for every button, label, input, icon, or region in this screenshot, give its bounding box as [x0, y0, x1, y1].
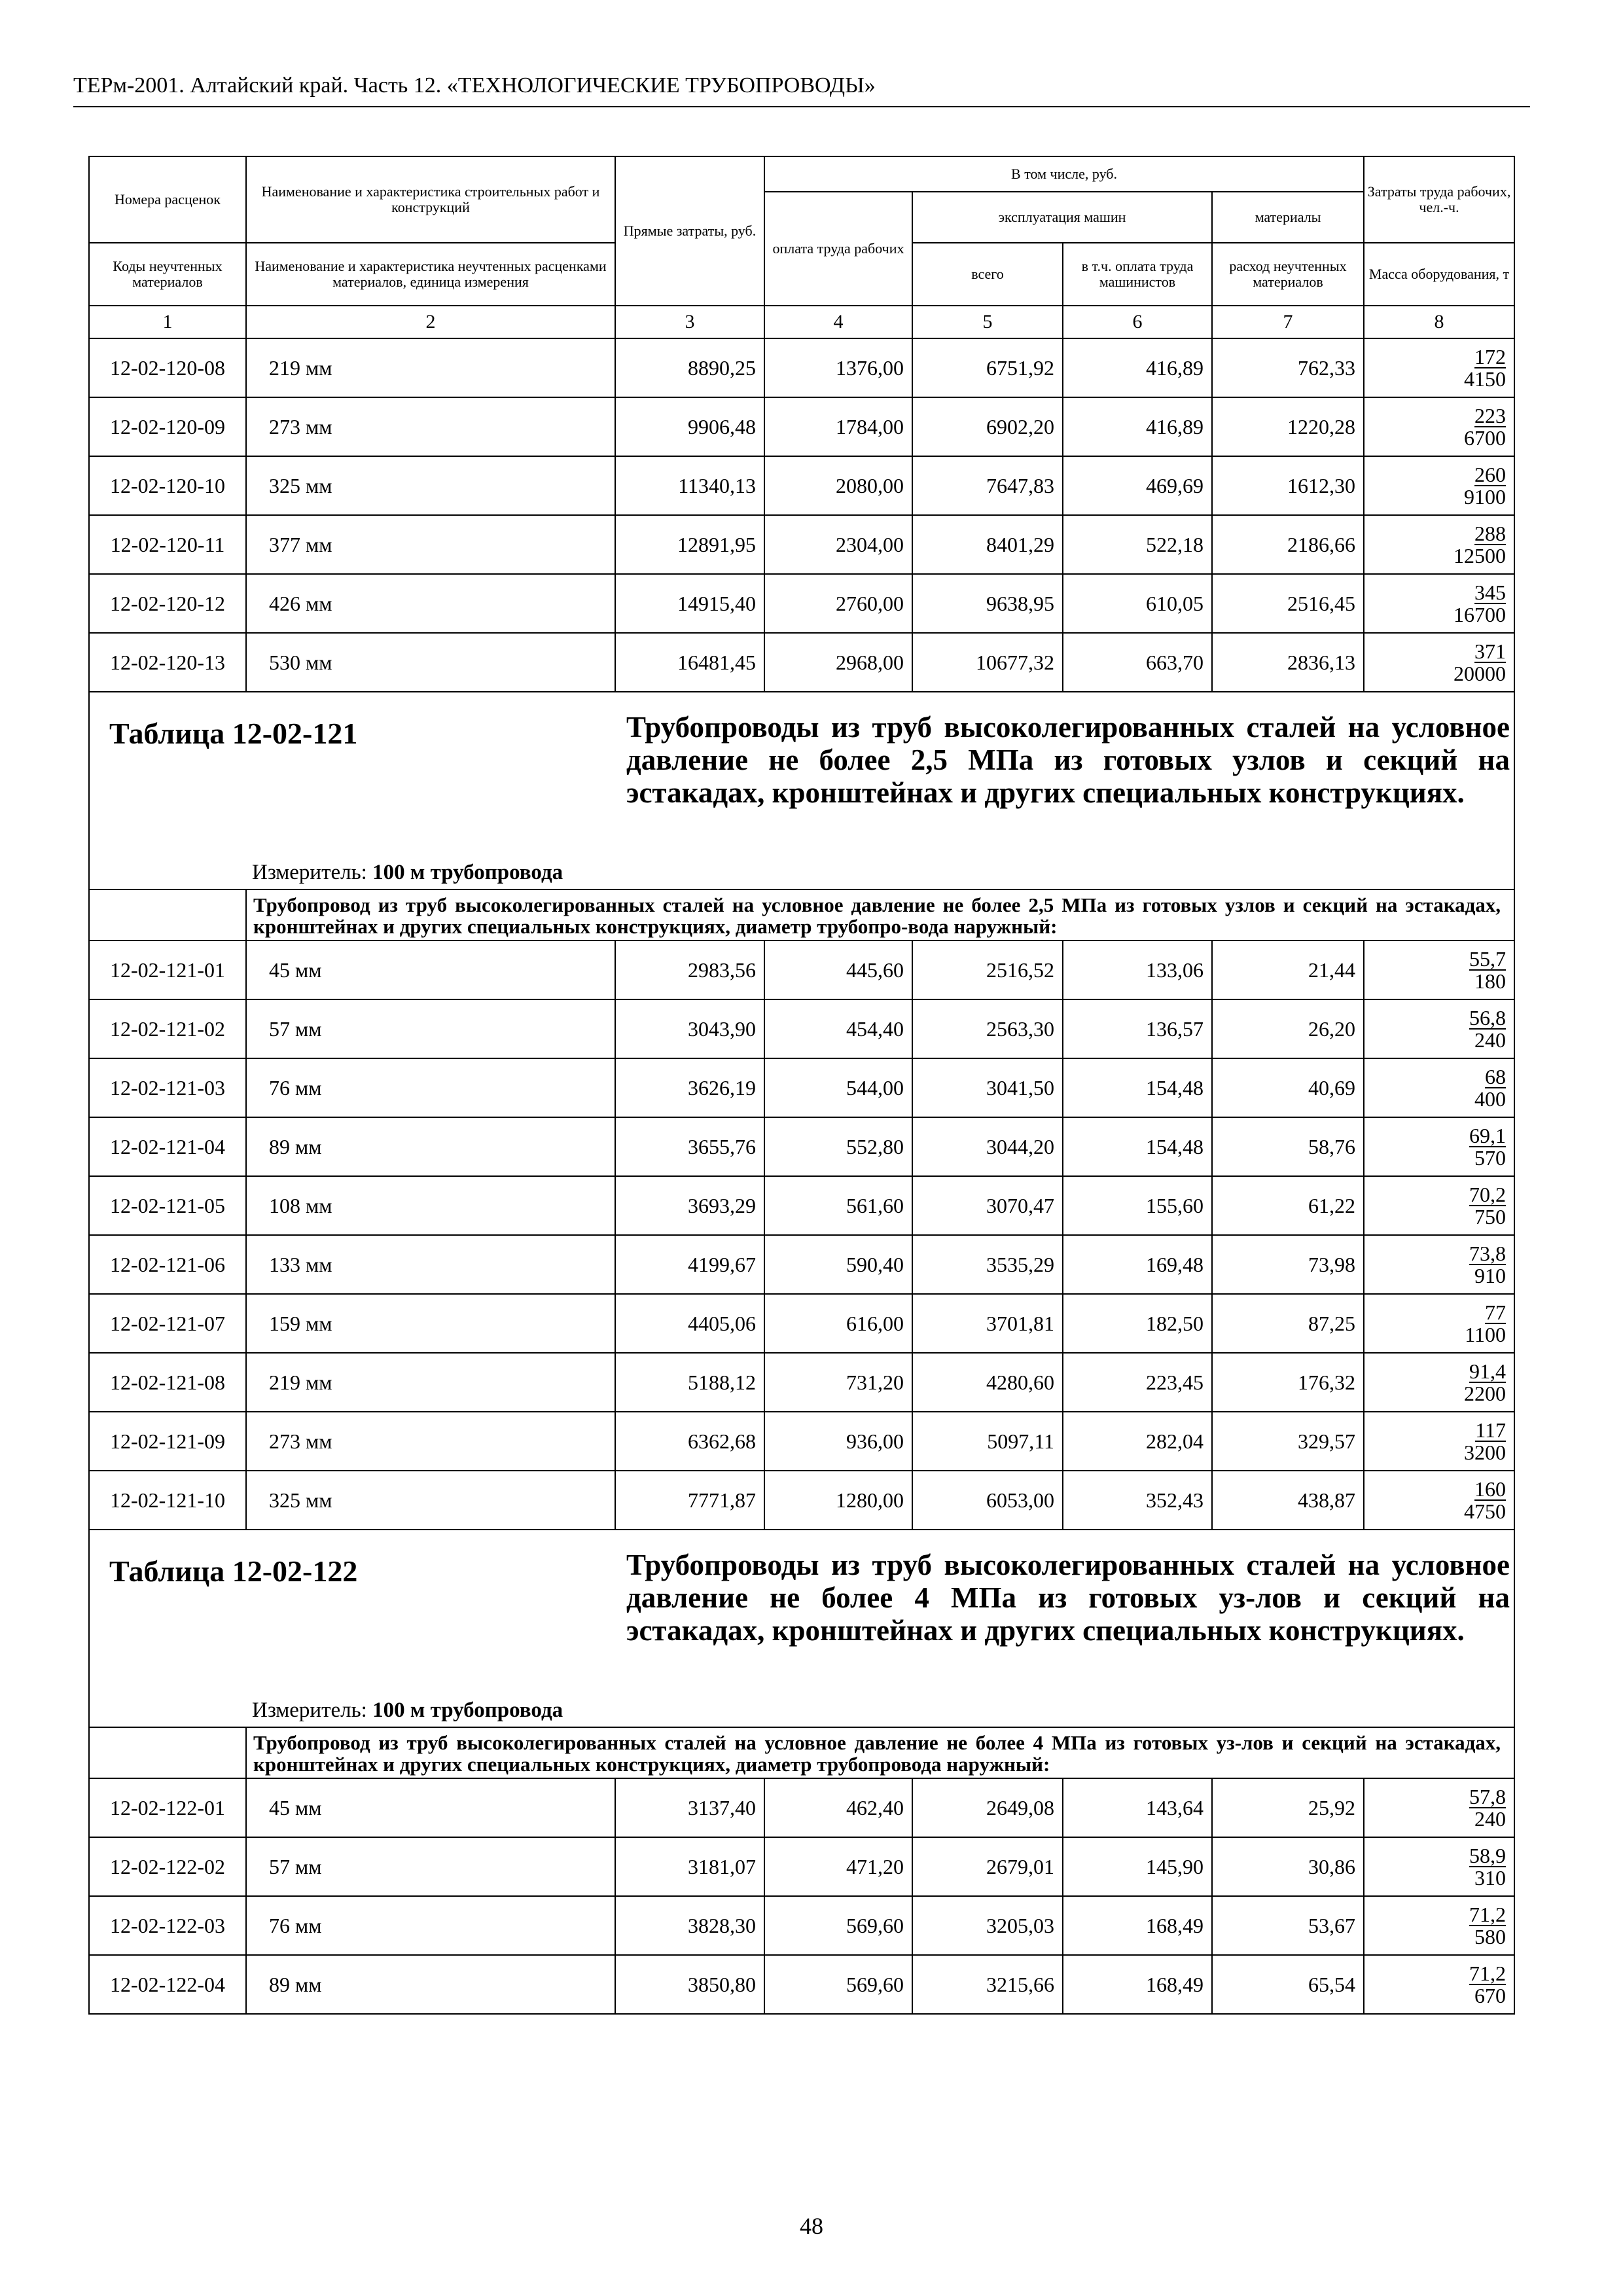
labor-mass-fraction: [1364, 1778, 1514, 1837]
materials: 40,69: [1212, 1058, 1364, 1117]
worker-pay: 544,00: [764, 1058, 912, 1117]
labor-mass-fraction: [1364, 574, 1514, 633]
machine-total: 3205,03: [912, 1896, 1063, 1955]
rates-table-container: [88, 156, 1514, 2015]
equipment-mass: 670: [1474, 1984, 1507, 2007]
labor-mass-fraction: [1364, 941, 1514, 999]
item-name: 325 мм: [246, 456, 615, 515]
equipment-mass: 310: [1474, 1866, 1507, 1890]
labor-mass-fraction: [1364, 633, 1514, 692]
rate-code: 12-02-122-02: [89, 1837, 246, 1896]
machine-total: 3701,81: [912, 1294, 1063, 1353]
worker-pay: 2760,00: [764, 574, 912, 633]
machine-total: 2649,08: [912, 1778, 1063, 1837]
rate-code: 12-02-120-10: [89, 456, 246, 515]
labor-mass-fraction: [1364, 1235, 1514, 1294]
desc-spacer: [89, 889, 246, 941]
table-row: [89, 1117, 1514, 1176]
table-row: [89, 1235, 1514, 1294]
rows-table-122: [89, 1778, 1514, 2014]
labor-costs: 288: [1474, 522, 1507, 545]
labor-costs: 57,8: [1469, 1785, 1507, 1808]
operator-pay: 143,64: [1063, 1778, 1212, 1837]
operator-pay: 416,89: [1063, 397, 1212, 456]
equipment-mass: 9100: [1464, 485, 1507, 509]
labor-mass-fraction: [1364, 1353, 1514, 1412]
equipment-mass: 20000: [1454, 662, 1507, 685]
direct-costs: 3655,76: [615, 1117, 764, 1176]
labor-mass-fraction: [1364, 1896, 1514, 1955]
rate-code: 12-02-122-03: [89, 1896, 246, 1955]
labor-costs: 71,2: [1469, 1903, 1507, 1926]
machine-total: 3215,66: [912, 1955, 1063, 2014]
labor-mass-fraction: [1364, 515, 1514, 574]
direct-costs: 3137,40: [615, 1778, 764, 1837]
direct-costs: 6362,68: [615, 1412, 764, 1471]
page-number: 48: [800, 2213, 823, 2239]
page-header: ТЕРм-2001. Алтайский край. Часть 12. «ТЕХНОЛОГИЧЕСКИЕ ТРУБОПРОВОДЫ»: [73, 73, 876, 98]
worker-pay: 2080,00: [764, 456, 912, 515]
labor-costs: 69,1: [1469, 1124, 1507, 1147]
materials: 762,33: [1212, 338, 1364, 397]
materials: 25,92: [1212, 1778, 1364, 1837]
table-row: [89, 1294, 1514, 1353]
table-row: [89, 1353, 1514, 1412]
equipment-mass: 2200: [1464, 1382, 1507, 1405]
direct-costs: 14915,40: [615, 574, 764, 633]
operator-pay: 282,04: [1063, 1412, 1212, 1471]
col-number: 8: [1364, 306, 1514, 338]
col-number: 3: [615, 306, 764, 338]
operator-pay: 168,49: [1063, 1955, 1212, 2014]
table-row: [89, 1471, 1514, 1530]
equipment-mass: 580: [1474, 1925, 1507, 1948]
labor-mass-fraction: [1364, 1955, 1514, 2014]
table-121-number: Таблица 12-02-121: [109, 717, 358, 750]
worker-pay: 561,60: [764, 1176, 912, 1235]
desc-spacer: [89, 1727, 246, 1778]
machine-total: 5097,11: [912, 1412, 1063, 1471]
rate-code: 12-02-121-04: [89, 1117, 246, 1176]
table-row: [89, 397, 1514, 456]
item-name: 45 мм: [246, 1778, 615, 1837]
equipment-mass: 12500: [1454, 544, 1507, 567]
header-unaccounted-materials: расход неучтенных материалов: [1212, 243, 1364, 306]
machine-total: 3070,47: [912, 1176, 1063, 1235]
header-equipment-mass: Масса оборудования, т: [1364, 243, 1514, 306]
labor-costs: 223: [1474, 404, 1507, 427]
labor-mass-fraction: [1364, 338, 1514, 397]
materials: 26,20: [1212, 999, 1364, 1058]
materials: 73,98: [1212, 1235, 1364, 1294]
rate-code: 12-02-121-09: [89, 1412, 246, 1471]
labor-costs: 77: [1485, 1300, 1507, 1324]
table-row: [89, 941, 1514, 999]
table-122-description: Трубопровод из труб высоколегированных сталей на условное давление не более 4 МПа из готовых уз-лов и секций на эстакадах, кронштейнах и других специальных конструкциях, диаметр трубопровода наружный:: [246, 1727, 1514, 1778]
equipment-mass: 750: [1474, 1205, 1507, 1229]
labor-costs: 70,2: [1469, 1183, 1507, 1206]
materials: 329,57: [1212, 1412, 1364, 1471]
header-worker-pay: оплата труда рабочих: [764, 192, 912, 306]
materials: 53,67: [1212, 1896, 1364, 1955]
materials: 438,87: [1212, 1471, 1364, 1530]
table-121-measure: [252, 861, 563, 885]
equipment-mass: 6700: [1464, 426, 1507, 450]
measure-label: Измеритель:: [252, 861, 367, 884]
item-name: 377 мм: [246, 515, 615, 574]
materials: 87,25: [1212, 1294, 1364, 1353]
direct-costs: 2983,56: [615, 941, 764, 999]
machine-total: 6902,20: [912, 397, 1063, 456]
machine-total: 3044,20: [912, 1117, 1063, 1176]
operator-pay: 522,18: [1063, 515, 1212, 574]
labor-costs: 68: [1485, 1065, 1507, 1088]
labor-mass-fraction: [1364, 1471, 1514, 1530]
labor-costs: 371: [1474, 639, 1507, 663]
direct-costs: 11340,13: [615, 456, 764, 515]
machine-total: 8401,29: [912, 515, 1063, 574]
operator-pay: 610,05: [1063, 574, 1212, 633]
worker-pay: 616,00: [764, 1294, 912, 1353]
rate-code: 12-02-120-12: [89, 574, 246, 633]
table-row: [89, 456, 1514, 515]
operator-pay: 469,69: [1063, 456, 1212, 515]
rate-code: 12-02-121-06: [89, 1235, 246, 1294]
rate-code: 12-02-120-09: [89, 397, 246, 456]
operator-pay: 136,57: [1063, 999, 1212, 1058]
col-number: 6: [1063, 306, 1212, 338]
item-name: 76 мм: [246, 1896, 615, 1955]
measure-value: 100 м трубопровода: [372, 861, 563, 884]
rate-code: 12-02-122-04: [89, 1955, 246, 2014]
table-row: [89, 1778, 1514, 1837]
measure-label: Измеритель:: [252, 1698, 367, 1722]
item-name: 89 мм: [246, 1117, 615, 1176]
worker-pay: 2304,00: [764, 515, 912, 574]
labor-costs: 160: [1474, 1477, 1507, 1501]
table-row: [89, 999, 1514, 1058]
table-row: [89, 1176, 1514, 1235]
machine-total: 2563,30: [912, 999, 1063, 1058]
operator-pay: 416,89: [1063, 338, 1212, 397]
rates-table: [88, 156, 1515, 2015]
rows-table-120: [89, 338, 1514, 692]
header-machine-operation: эксплуатация машин: [912, 192, 1212, 243]
equipment-mass: 240: [1474, 1028, 1507, 1052]
labor-costs: 117: [1475, 1418, 1507, 1442]
machine-total: 2679,01: [912, 1837, 1063, 1896]
item-name: 273 мм: [246, 397, 615, 456]
equipment-mass: 16700: [1454, 603, 1507, 626]
worker-pay: 590,40: [764, 1235, 912, 1294]
worker-pay: 1376,00: [764, 338, 912, 397]
labor-mass-fraction: [1364, 1176, 1514, 1235]
labor-mass-fraction: [1364, 999, 1514, 1058]
labor-costs: 56,8: [1469, 1006, 1507, 1030]
equipment-mass: 400: [1474, 1087, 1507, 1111]
header-labor-costs: Затраты труда рабочих, чел.-ч.: [1364, 156, 1514, 243]
table-row: [89, 1896, 1514, 1955]
rate-code: 12-02-120-13: [89, 633, 246, 692]
labor-mass-fraction: [1364, 1837, 1514, 1896]
materials: 58,76: [1212, 1117, 1364, 1176]
operator-pay: 155,60: [1063, 1176, 1212, 1235]
machine-total: 7647,83: [912, 456, 1063, 515]
machine-total: 6751,92: [912, 338, 1063, 397]
materials: 2516,45: [1212, 574, 1364, 633]
operator-pay: 169,48: [1063, 1235, 1212, 1294]
item-name: 57 мм: [246, 999, 615, 1058]
header-operator-pay: в т.ч. оплата труда машинистов: [1063, 243, 1212, 306]
worker-pay: 731,20: [764, 1353, 912, 1412]
header-total: всего: [912, 243, 1063, 306]
rate-code: 12-02-121-07: [89, 1294, 246, 1353]
direct-costs: 9906,48: [615, 397, 764, 456]
labor-costs: 73,8: [1469, 1242, 1507, 1265]
operator-pay: 223,45: [1063, 1353, 1212, 1412]
equipment-mass: 570: [1474, 1146, 1507, 1170]
header-material-name: Наименование и характеристика неучтенных расценками материалов, единица измерения: [246, 243, 615, 306]
header-materials: материалы: [1212, 192, 1364, 243]
equipment-mass: 910: [1474, 1264, 1507, 1287]
item-name: 76 мм: [246, 1058, 615, 1117]
direct-costs: 3626,19: [615, 1058, 764, 1117]
table-row: [89, 1955, 1514, 2014]
header-including: В том числе, руб.: [764, 156, 1364, 192]
equipment-mass: 4150: [1464, 367, 1507, 391]
direct-costs: 7771,87: [615, 1471, 764, 1530]
labor-costs: 71,2: [1469, 1962, 1507, 1985]
table-row: [89, 574, 1514, 633]
worker-pay: 2968,00: [764, 633, 912, 692]
table-121-heading: [89, 692, 1514, 889]
labor-mass-fraction: [1364, 397, 1514, 456]
machine-total: 2516,52: [912, 941, 1063, 999]
worker-pay: 462,40: [764, 1778, 912, 1837]
labor-costs: 58,9: [1469, 1844, 1507, 1867]
operator-pay: 154,48: [1063, 1058, 1212, 1117]
table-row: [89, 1412, 1514, 1471]
worker-pay: 936,00: [764, 1412, 912, 1471]
equipment-mass: 4750: [1464, 1499, 1507, 1523]
header-work-name: Наименование и характеристика строительных работ и конструкций: [246, 156, 615, 243]
direct-costs: 3850,80: [615, 1955, 764, 2014]
worker-pay: 454,40: [764, 999, 912, 1058]
operator-pay: 182,50: [1063, 1294, 1212, 1353]
header-material-codes: Коды неучтенных материалов: [89, 243, 246, 306]
equipment-mass: 1100: [1465, 1323, 1507, 1346]
machine-total: 10677,32: [912, 633, 1063, 692]
direct-costs: 5188,12: [615, 1353, 764, 1412]
rows-table-121: [89, 941, 1514, 1530]
direct-costs: 12891,95: [615, 515, 764, 574]
table-122-number: Таблица 12-02-122: [109, 1554, 358, 1588]
labor-mass-fraction: [1364, 1117, 1514, 1176]
labor-mass-fraction: [1364, 456, 1514, 515]
direct-costs: 3043,90: [615, 999, 764, 1058]
labor-mass-fraction: [1364, 1058, 1514, 1117]
table-121-title: Трубопроводы из труб высоколегированных сталей на условное давление не более 2,5 МПа из готовых узлов и секций на эстакадах, кронштейнах и других специальных конструкциях.: [626, 711, 1510, 809]
table-row: [89, 515, 1514, 574]
operator-pay: 145,90: [1063, 1837, 1212, 1896]
item-name: 530 мм: [246, 633, 615, 692]
rate-code: 12-02-121-08: [89, 1353, 246, 1412]
operator-pay: 168,49: [1063, 1896, 1212, 1955]
direct-costs: 3181,07: [615, 1837, 764, 1896]
materials: 2836,13: [1212, 633, 1364, 692]
table-122-measure: [252, 1698, 563, 1723]
rate-code: 12-02-120-08: [89, 338, 246, 397]
machine-total: 3041,50: [912, 1058, 1063, 1117]
header-rule: [73, 106, 1530, 107]
measure-value: 100 м трубопровода: [372, 1698, 563, 1722]
item-name: 89 мм: [246, 1955, 615, 2014]
col-number: 1: [89, 306, 246, 338]
col-number: 7: [1212, 306, 1364, 338]
labor-costs: 345: [1474, 581, 1507, 604]
worker-pay: 569,60: [764, 1896, 912, 1955]
materials: 65,54: [1212, 1955, 1364, 2014]
rate-code: 12-02-122-01: [89, 1778, 246, 1837]
machine-total: 4280,60: [912, 1353, 1063, 1412]
operator-pay: 663,70: [1063, 633, 1212, 692]
operator-pay: 352,43: [1063, 1471, 1212, 1530]
worker-pay: 471,20: [764, 1837, 912, 1896]
machine-total: 6053,00: [912, 1471, 1063, 1530]
table-122-title: Трубопроводы из труб высоколегированных сталей на условное давление не более 4 МПа из готовых уз-лов и секций на эстакадах, кронштейнах и других специальных конструкциях.: [626, 1549, 1510, 1647]
machine-total: 9638,95: [912, 574, 1063, 633]
header-rate-numbers: Номера расценок: [89, 156, 246, 243]
table-row: [89, 633, 1514, 692]
col-number: 4: [764, 306, 912, 338]
item-name: 219 мм: [246, 1353, 615, 1412]
direct-costs: 4199,67: [615, 1235, 764, 1294]
worker-pay: 1784,00: [764, 397, 912, 456]
materials: 21,44: [1212, 941, 1364, 999]
header-direct-costs: Прямые затраты, руб.: [615, 156, 764, 306]
col-number: 5: [912, 306, 1063, 338]
table-row: [89, 1058, 1514, 1117]
labor-mass-fraction: [1364, 1412, 1514, 1471]
direct-costs: 3693,29: [615, 1176, 764, 1235]
materials: 1612,30: [1212, 456, 1364, 515]
labor-mass-fraction: [1364, 1294, 1514, 1353]
item-name: 273 мм: [246, 1412, 615, 1471]
equipment-mass: 3200: [1464, 1441, 1507, 1464]
materials: 2186,66: [1212, 515, 1364, 574]
materials: 61,22: [1212, 1176, 1364, 1235]
item-name: 45 мм: [246, 941, 615, 999]
materials: 30,86: [1212, 1837, 1364, 1896]
direct-costs: 8890,25: [615, 338, 764, 397]
labor-costs: 260: [1474, 463, 1507, 486]
rate-code: 12-02-121-10: [89, 1471, 246, 1530]
item-name: 426 мм: [246, 574, 615, 633]
labor-costs: 91,4: [1469, 1359, 1507, 1383]
rate-code: 12-02-121-02: [89, 999, 246, 1058]
operator-pay: 133,06: [1063, 941, 1212, 999]
direct-costs: 3828,30: [615, 1896, 764, 1955]
table-122-heading: [89, 1530, 1514, 1727]
materials: 1220,28: [1212, 397, 1364, 456]
item-name: 159 мм: [246, 1294, 615, 1353]
table-row: [89, 1837, 1514, 1896]
equipment-mass: 180: [1474, 969, 1507, 993]
direct-costs: 16481,45: [615, 633, 764, 692]
col-number: 2: [246, 306, 615, 338]
materials: 176,32: [1212, 1353, 1364, 1412]
rate-code: 12-02-121-05: [89, 1176, 246, 1235]
worker-pay: 552,80: [764, 1117, 912, 1176]
table-row: [89, 338, 1514, 397]
item-name: 108 мм: [246, 1176, 615, 1235]
table-121-description: Трубопровод из труб высоколегированных сталей на условное давление не более 2,5 МПа из готовых узлов и секций на эстакадах, кронштейнах и других специальных конструкциях, диаметр трубопро-вода наружный:: [246, 889, 1514, 941]
rate-code: 12-02-121-01: [89, 941, 246, 999]
item-name: 133 мм: [246, 1235, 615, 1294]
item-name: 219 мм: [246, 338, 615, 397]
direct-costs: 4405,06: [615, 1294, 764, 1353]
worker-pay: 445,60: [764, 941, 912, 999]
labor-costs: 172: [1474, 345, 1507, 368]
item-name: 57 мм: [246, 1837, 615, 1896]
item-name: 325 мм: [246, 1471, 615, 1530]
machine-total: 3535,29: [912, 1235, 1063, 1294]
labor-costs: 55,7: [1469, 947, 1507, 971]
operator-pay: 154,48: [1063, 1117, 1212, 1176]
worker-pay: 569,60: [764, 1955, 912, 2014]
equipment-mass: 240: [1474, 1807, 1507, 1831]
worker-pay: 1280,00: [764, 1471, 912, 1530]
rate-code: 12-02-121-03: [89, 1058, 246, 1117]
rate-code: 12-02-120-11: [89, 515, 246, 574]
